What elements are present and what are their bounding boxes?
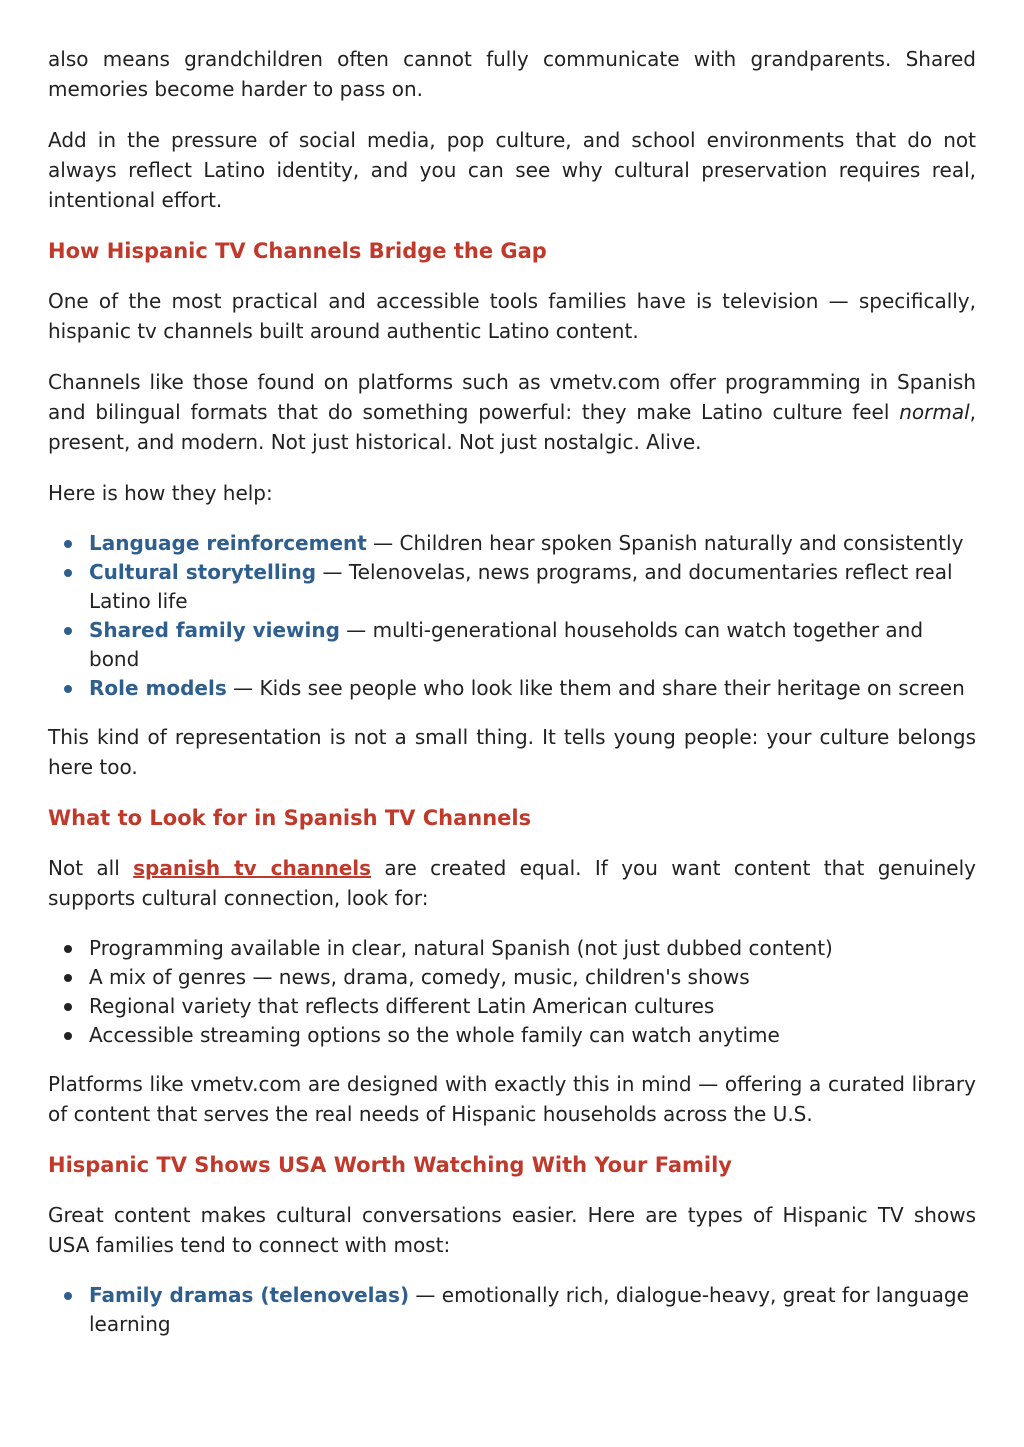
list-item-term: Cultural storytelling bbox=[89, 560, 317, 584]
show-types-list bbox=[48, 1281, 976, 1339]
section1-paragraph-4: This kind of representation is not a small thing. It tells young people: your culture belongs here too. bbox=[48, 725, 976, 779]
bullet-icon bbox=[64, 1032, 72, 1040]
list-item-text: A mix of genres — news, drama, comedy, music, children's shows bbox=[89, 965, 750, 989]
intro-paragraph-2: Add in the pressure of social media, pop culture, and school environments that do not always reflect Latino identity, and you can see why cultural preservation requires real, intentional effort. bbox=[48, 128, 976, 212]
list-item bbox=[48, 616, 976, 674]
intro-paragraph-1: also means grandchildren often cannot fully communicate with grandparents. Shared memories become harder to pass on. bbox=[48, 47, 976, 101]
bullet-icon bbox=[64, 540, 72, 548]
section2-paragraph-2: Platforms like vmetv.com are designed with exactly this in mind — offering a curated library of content that serves the real needs of Hispanic households across the U.S. bbox=[48, 1072, 976, 1126]
list-item bbox=[48, 963, 976, 992]
list-item-text: Regional variety that reflects different Latin American cultures bbox=[89, 994, 715, 1018]
section-heading-what-to-look-for: What to Look for in Spanish TV Channels bbox=[48, 806, 532, 830]
list-item bbox=[48, 558, 976, 616]
section1-p2-before: Channels like those found on platforms such as vmetv.com offer programming in Spanish and bilingual formats that do something powerful: they make Latino culture feel bbox=[48, 370, 976, 424]
section-heading-shows-worth-watching: Hispanic TV Shows USA Worth Watching With Your Family bbox=[48, 1153, 732, 1177]
bullet-icon bbox=[64, 1003, 72, 1011]
bullet-icon bbox=[64, 945, 72, 953]
spanish-tv-channels-link[interactable]: spanish tv channels bbox=[133, 856, 372, 880]
bullet-icon bbox=[64, 1292, 72, 1300]
list-item-term: Family dramas (telenovelas) bbox=[89, 1283, 410, 1307]
list-item bbox=[48, 934, 976, 963]
list-item-text: — Telenovelas, news programs, and documentaries reflect real Latino life bbox=[89, 560, 953, 613]
section-heading-bridge-gap: How Hispanic TV Channels Bridge the Gap bbox=[48, 239, 547, 263]
list-item bbox=[48, 674, 976, 703]
list-item-term: Shared family viewing bbox=[89, 618, 340, 642]
list-item-term: Role models bbox=[89, 676, 227, 700]
list-item-text: — Children hear spoken Spanish naturally and consistently bbox=[366, 531, 964, 555]
list-item-text: — emotionally rich, dialogue-heavy, great for language learning bbox=[89, 1283, 969, 1336]
section1-paragraph-1: One of the most practical and accessible tools families have is television — specifically, hispanic tv channels built around authentic Latino content. bbox=[48, 289, 976, 343]
section3-paragraph-1: Great content makes cultural conversations easier. Here are types of Hispanic TV shows USA families tend to connect with most: bbox=[48, 1203, 976, 1257]
section1-p2-emphasis: normal bbox=[899, 400, 970, 424]
list-item bbox=[48, 1281, 976, 1339]
list-item bbox=[48, 529, 976, 558]
bullet-icon bbox=[64, 569, 72, 577]
article-body bbox=[48, 44, 976, 1358]
bullet-icon bbox=[64, 627, 72, 635]
benefits-list bbox=[48, 529, 976, 703]
list-item-text: — Kids see people who look like them and share their heritage on screen bbox=[226, 676, 965, 700]
section1-paragraph-2 bbox=[48, 367, 976, 457]
section2-paragraph-1 bbox=[48, 853, 976, 913]
section1-paragraph-3: Here is how they help: bbox=[48, 481, 273, 505]
list-item-term: Language reinforcement bbox=[89, 531, 367, 555]
section2-p1-after: are created equal. If you want content that genuinely supports cultural connection, look for: bbox=[48, 856, 977, 910]
bullet-icon bbox=[64, 974, 72, 982]
list-item-text: — multi-generational households can watch together and bond bbox=[89, 618, 924, 671]
list-item bbox=[48, 992, 976, 1021]
bullet-icon bbox=[64, 685, 72, 693]
section2-p1-before: Not all bbox=[48, 856, 134, 880]
list-item-text: Programming available in clear, natural Spanish (not just dubbed content) bbox=[89, 936, 833, 960]
section1-p2-after: , present, and modern. Not just historical. Not just nostalgic. Alive. bbox=[48, 400, 976, 454]
criteria-list bbox=[48, 934, 976, 1050]
list-item-text: Accessible streaming options so the whole family can watch anytime bbox=[89, 1023, 780, 1047]
list-item bbox=[48, 1021, 976, 1050]
